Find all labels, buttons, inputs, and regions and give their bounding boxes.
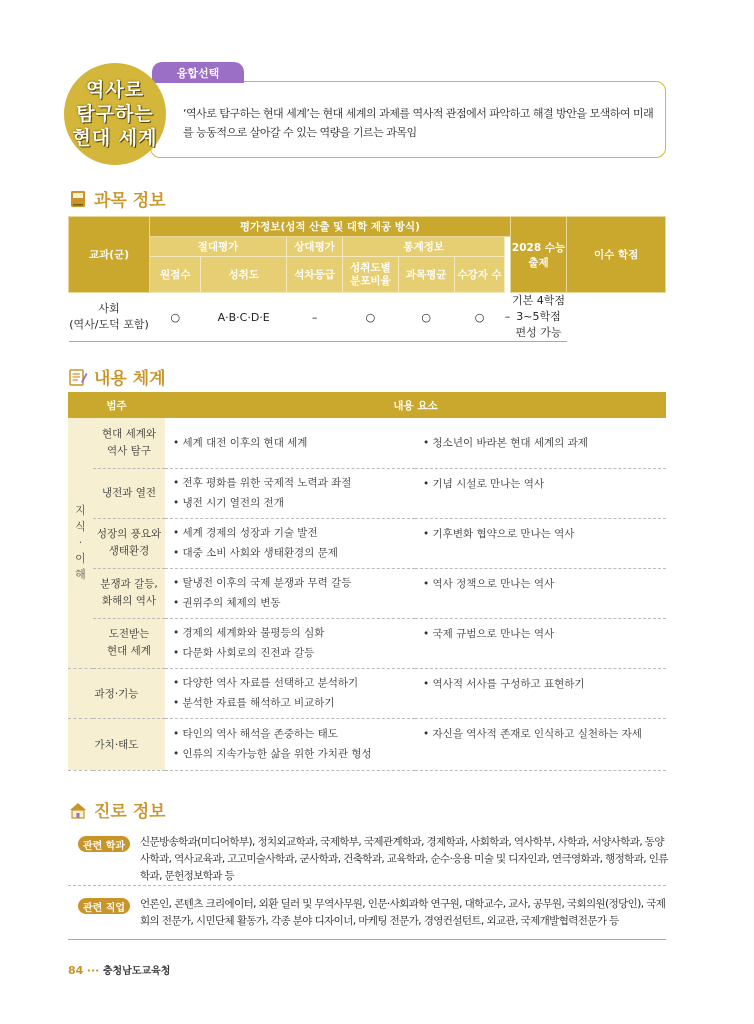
table-row	[68, 418, 666, 468]
list-item: • 세계 대전 이후의 현대 세계	[173, 436, 308, 449]
list-item: • 청소년이 바라본 현대 세계의 과제	[423, 436, 588, 449]
element-right	[415, 468, 666, 518]
list-item: • 권위주의 체제의 변동	[173, 597, 281, 609]
book-icon	[68, 189, 88, 209]
subcategory	[93, 618, 165, 668]
course-info-heading: 과목 정보	[68, 186, 166, 211]
rank-header: 석차등급	[286, 257, 342, 293]
achievement-cell: A·B·C·D·E	[201, 293, 286, 342]
students-cell: ○	[454, 293, 504, 342]
table-row	[68, 718, 666, 770]
subject-header: 교과(군)	[69, 217, 150, 293]
course-title-line: 탐구하는	[76, 103, 154, 125]
eval-info-header: 평가정보(성적 산출 및 대학 제공 방식)	[150, 217, 511, 237]
page-footer	[68, 962, 170, 977]
dist-header-line: 분포비율	[350, 274, 391, 287]
subject-line: (역사/도덕 포함)	[69, 318, 149, 331]
elements-header: 내용 요소	[165, 392, 666, 418]
credits-header-label: 이수 학점	[594, 249, 639, 261]
course-title-line: 현대 세계	[72, 127, 158, 149]
course-description: ‘역사로 탐구하는 현대 세계’는 현대 세계의 과제를 역사적 관점에서 파악하고 해결 방안을 모색하여 미래를 능동적으로 살아갈 수 있는 역량을 기르는 과목임	[183, 107, 654, 139]
subject-cell	[69, 293, 150, 342]
element-right	[415, 418, 666, 468]
dist-header	[343, 257, 398, 293]
stats-header: 통계정보	[343, 237, 505, 257]
dist-header-line: 성취도별	[350, 261, 391, 274]
knowledge-char: 식	[75, 519, 86, 533]
suneung-header-label: 2028 수능 출제	[511, 241, 566, 269]
element-right	[415, 718, 666, 770]
element-right	[415, 518, 666, 568]
career-info-heading: 진로 정보	[68, 797, 166, 822]
job-text: 언론인, 콘텐츠 크리에이터, 외환 딜러 및 무역사무원, 인문·사회과학 연구원, 대학교수, 교사, 공무원, 국회의원(정당인), 국제회의 전문가, 시민단체 활동가, 각종 분야 디자이너, 마케팅 전문가, 경영컨설턴트, 외교관, 국제개발협력전문가 등	[140, 898, 666, 927]
suneung-header	[510, 217, 567, 293]
related-jobs	[68, 892, 666, 940]
subcategory-line: 성장의 풍요와	[96, 528, 162, 540]
course-title-line: 역사로	[85, 79, 145, 101]
suneung-cell: –	[505, 293, 511, 342]
subcategory-line: 현대 세계와	[101, 427, 157, 440]
students-header: 수강자 수	[454, 257, 504, 293]
list-item: • 분석한 자료를 해석하고 비교하기	[173, 697, 335, 709]
element-left	[165, 668, 415, 718]
knowledge-char: 지	[75, 503, 86, 517]
process-category: 과정·기능	[68, 668, 165, 718]
footer-dots: ···	[86, 964, 100, 977]
list-item: • 다문화 사회로의 진전과 갈등	[173, 647, 315, 659]
knowledge-category	[68, 418, 93, 668]
list-item: • 전후 평화를 위한 국제적 노력과 좌절	[173, 477, 352, 489]
knowledge-char: 해	[75, 567, 86, 581]
list-item: • 타인의 역사 해석을 존중하는 태도	[173, 728, 338, 740]
content-system-heading: 내용 체계	[68, 364, 166, 389]
subcategory	[93, 568, 165, 618]
content-system-table	[68, 392, 666, 771]
avg-header: 과목평균	[398, 257, 454, 293]
element-right	[415, 618, 666, 668]
list-item: • 역사적 서사를 구성하고 표현하기	[423, 677, 585, 690]
course-title-badge	[64, 63, 166, 165]
element-right	[415, 668, 666, 718]
dept-text: 신문방송학과(미디어학부), 정치외교학과, 국제학부, 국제관계학과, 경제학과, 사회학과, 역사학부, 사학과, 서양사학과, 동양사학과, 역사교육과, 고고미술사학과, 군사학과, 건축학과, 교육학과, 순수·응용 미술 및 디자인과, 연극영화과, 행정학과, 인류학과, 문헌정보학과 등	[140, 836, 668, 882]
subcategory-line: 화해의 역사	[101, 595, 157, 607]
subcategory-line: 생태환경	[108, 545, 150, 557]
table-row	[69, 293, 666, 342]
subcategory-line: 현대 세계	[107, 645, 151, 657]
absolute-eval-header: 절대평가	[150, 237, 287, 257]
credits-cell	[510, 293, 567, 342]
job-badge: 관련 직업	[78, 898, 130, 914]
course-info-table	[68, 216, 666, 342]
table-row	[68, 568, 666, 618]
subcategory	[93, 418, 165, 468]
subcategory-line: 도전받는	[108, 628, 150, 640]
element-left	[165, 718, 415, 770]
raw-score-header: 원점수	[150, 257, 201, 293]
subcategory-line: 분쟁과 갈등,	[100, 578, 158, 590]
table-row	[68, 668, 666, 718]
avg-cell: ○	[398, 293, 454, 342]
footer-org: 충청남도교육청	[102, 966, 171, 977]
element-left	[165, 468, 415, 518]
table-row	[68, 618, 666, 668]
list-item: • 기후변화 협약으로 만나는 역사	[423, 527, 575, 540]
element-left	[165, 568, 415, 618]
house-icon	[68, 800, 88, 820]
subcategory	[93, 518, 165, 568]
page-number: 84	[68, 964, 84, 977]
dist-cell: ○	[343, 293, 398, 342]
course-type-tag: 융합선택	[152, 62, 244, 83]
list-item: • 탈냉전 이후의 국제 분쟁과 무력 갈등	[173, 577, 352, 589]
list-item: • 인류의 지속가능한 삶을 위한 가치관 형성	[173, 748, 372, 760]
element-right	[415, 568, 666, 618]
category-header: 범주	[68, 392, 165, 418]
list-item: • 경제의 세계화와 불평등의 심화	[173, 627, 325, 639]
list-item: • 세계 경제의 성장과 기술 발전	[173, 527, 318, 539]
knowledge-char: 이	[75, 551, 86, 565]
list-item: • 냉전 시기 열전의 전개	[173, 497, 284, 509]
notepad-icon	[68, 367, 88, 387]
element-left	[165, 618, 415, 668]
raw-score-cell: ○	[150, 293, 201, 342]
table-row	[68, 468, 666, 518]
table-row	[68, 518, 666, 568]
list-item: • 국제 규범으로 만나는 역사	[423, 627, 555, 640]
list-item: • 기념 시설로 만나는 역사	[423, 477, 544, 490]
element-left	[165, 418, 415, 468]
achievement-header: 성취도	[201, 257, 286, 293]
subject-line: 사회	[98, 302, 120, 315]
list-item: • 역사 정책으로 만나는 역사	[423, 577, 555, 590]
knowledge-char: ·	[78, 535, 83, 549]
list-item: • 자신을 역사적 존재로 인식하고 실천하는 자세	[423, 727, 642, 740]
credits-header	[567, 217, 666, 293]
related-departments	[68, 830, 666, 886]
list-item: • 다양한 역사 자료를 선택하고 분석하기	[173, 677, 359, 689]
dept-badge: 관련 학과	[78, 836, 130, 852]
element-left	[165, 518, 415, 568]
relative-eval-header: 상대평가	[286, 237, 342, 257]
credits-line: 3~5학점 편성 가능	[515, 310, 562, 339]
rank-cell: –	[286, 293, 342, 342]
subcategory-line: 역사 탐구	[107, 444, 151, 457]
values-category: 가치·태도	[68, 718, 165, 770]
subcategory	[93, 468, 165, 518]
credits-line: 기본 4학점	[512, 294, 565, 307]
list-item: • 대중 소비 사회와 생태환경의 문제	[173, 547, 338, 559]
subcategory-line: 냉전과 열전	[101, 486, 157, 499]
